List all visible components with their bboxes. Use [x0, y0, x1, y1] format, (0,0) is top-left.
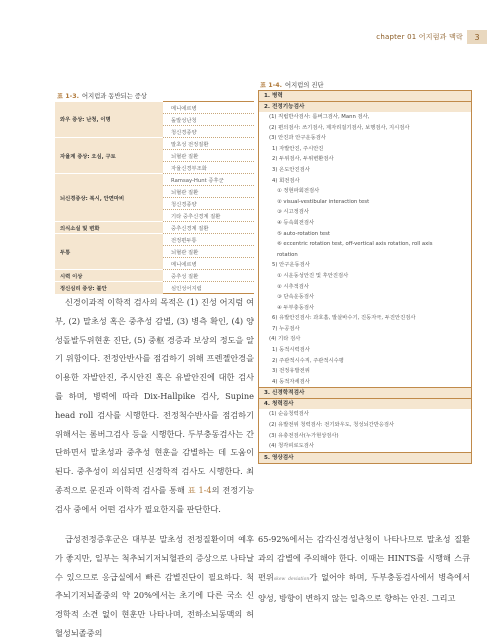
body-paragraph-1 — [55, 293, 254, 519]
table13-caption-number: 표 1-3. — [57, 93, 80, 100]
symptom-row — [55, 102, 254, 114]
related-disease: 청신경종양 — [163, 126, 254, 138]
related-disease: Ramsay-Hunt 증후군 — [163, 174, 254, 186]
diagnosis-table — [258, 90, 472, 464]
related-disease: 말초성 전정질환 — [163, 138, 254, 150]
related-disease: 돌발성난청 — [163, 114, 254, 126]
diagnosis-item: (2) 편의검사: 쓰기검사, 제자리걸기검사, 보행검사, 지시검사 — [269, 124, 410, 131]
related-disease: 청신경종양 — [163, 198, 254, 210]
diagnosis-item: 1) 동적시력검사 — [272, 347, 310, 354]
diagnosis-item: (3) 안진과 안구운동검사 — [269, 135, 326, 142]
diagnosis-item: ⑤ auto-rotation test — [277, 230, 330, 237]
symptom-row — [55, 270, 254, 282]
related-disease: 메니에르병 — [163, 258, 254, 270]
symptom-category: 뇌신경증상: 복시, 안면마비 — [55, 174, 163, 222]
diagnosis-item: (1) 순음청력검사 — [269, 411, 309, 418]
diagnosis-item: ② 시추적검사 — [277, 283, 310, 290]
symptom-row — [55, 138, 254, 150]
diagnosis-item: ④ 두부충동검사 — [277, 304, 315, 311]
running-header — [376, 30, 487, 44]
diagnosis-item: ② visual-vestibular interaction test — [277, 198, 370, 205]
diagnosis-item: rotation — [277, 251, 298, 258]
diagnosis-item: (4) 기타 검사 — [269, 336, 301, 343]
diagnosis-item: 2) 두위검사, 두위변환검사 — [272, 156, 334, 163]
diagnosis-item: 2) 주관적시수직, 주관적시수평 — [272, 357, 344, 364]
diagnosis-item: 6) 유발안진검사: 과호흡, 발살바수기, 진동자극, 두진안진검사 — [272, 315, 416, 322]
table14-caption — [260, 80, 324, 89]
symptom-category: 의식소실 및 변화 — [55, 222, 163, 234]
diagnosis-item: (1) 직립반사검사: 롬버그검사, Mann 검사, — [269, 114, 370, 120]
table13-caption — [57, 91, 147, 100]
symptom-category: 자율계 증상: 오심, 구토 — [55, 138, 163, 174]
table13-caption-text: 어지럼과 동반되는 증상 — [82, 93, 147, 100]
body-paragraph-2 — [55, 530, 254, 643]
diagnosis-item: ① 시운동성안진 및 후안진검사 — [277, 272, 349, 279]
diagnosis-section: 3. 신경학적검사 — [259, 387, 471, 398]
diagnosis-item: (4) 청각피로도검사 — [269, 443, 315, 450]
symptom-row — [55, 174, 254, 186]
table-reference: 표 1-4 — [187, 484, 212, 495]
diagnosis-item: 4) 동적자세검사 — [272, 378, 310, 385]
symptom-category: 시력 이상 — [55, 270, 163, 282]
diagnosis-section: 5. 영상검사 — [259, 452, 471, 463]
body-paragraph-2-text: 급성전정증후군은 대부분 말초성 전정질환이며 예후가 좋지만, 일부는 척추뇌기저뇌혈관의 증상으로 나타날 수 있으므로 응급실에서 빠른 감별진단이 필요하다. 척추뇌기저뇌졸중의 약 20%에서는 초기에 다른 국소 신경학적 소견 없이 현훈만 나타나며, 전하소뇌동맥의 허혈성뇌졸중의 — [55, 534, 254, 638]
related-disease: 자율신경부조화 — [163, 162, 254, 174]
symptom-row — [55, 234, 254, 246]
related-disease: 중추성 질환 — [163, 270, 254, 282]
diagnosis-section: 1. 병력 — [259, 91, 471, 101]
related-disease: 뇌혈관 질환 — [163, 246, 254, 258]
body-paragraph-3 — [258, 530, 470, 608]
diagnosis-item: 7) 누공검사 — [272, 325, 300, 332]
diagnosis-item: ④ 등속회전검사 — [277, 219, 315, 226]
diagnosis-item: 5) 안구운동검사 — [272, 262, 310, 269]
table14-caption-text: 어지럼의 진단 — [285, 82, 324, 89]
diagnosis-section: 2. 전정기능검사 — [259, 101, 471, 112]
diagnosis-item: 3) 전정유발전위 — [272, 368, 310, 375]
related-disease: 전정편두통 — [163, 234, 254, 246]
diagnosis-section: 4. 청력검사 — [259, 398, 471, 409]
symptom-row — [55, 222, 254, 234]
diagnosis-item: ③ 시고정검사 — [277, 209, 310, 216]
related-disease: 중추신경계 질환 — [163, 222, 254, 234]
body-paragraph-1-text-b: 의 전정기능검사 중에서 어떤 검사가 필요한지를 판단한다. — [55, 484, 255, 514]
symptom-table — [55, 101, 254, 294]
body-paragraph-1-text-a: 신경이과적 이학적 검사의 목적은 (1) 진성 어지럼 여부, (2) 말초성 혹은 중추성 감별, (3) 병측 확인, (4) 양성돌발두위현훈 진단, (5) 중枢 경증과 보상의 정도을 알기 위함이다. 전정안반사를 점검하기 위해 프렌젤안경을 이용한 자발안진, 주시안진 혹은 유발안진에 대한 검사를 하며, 병력에 따라 Dix-Hallpike 검사, Supine head roll 검사를 시행한다. 전정척수반사를 점검하기 위해서는 롬버그검사 등을 시행한다. 두부충동검사는 간단하면서 말초성과 중추성 현훈을 감별하는 데 도움이 된다. 중추성이 의심되면 신경학적 검사도 시행한다. 최종적으로 문진과 이학적 검사를 통해 — [55, 297, 254, 495]
related-disease: 기타 중추신경계 질환 — [163, 210, 254, 222]
symptom-category: 두통 — [55, 234, 163, 270]
diagnosis-item: 4) 회전검사 — [272, 177, 300, 184]
diagnosis-item: ① 정현파회전검사 — [277, 188, 320, 195]
related-disease: 심인성어지럼 — [163, 282, 254, 294]
diagnosis-item: ③ 단속운동검사 — [277, 294, 315, 301]
diagnosis-item: 1) 자발안진, 주시안진 — [272, 145, 324, 152]
related-disease: 메니에르병 — [163, 102, 254, 114]
symptom-category: 와우 증상: 난청, 이명 — [55, 102, 163, 138]
skew-deviation-note: skew deviation — [273, 576, 310, 582]
body-paragraph-3-text-a: 65-92%에서는 감각신경성난청이 나타나므로 말초성 질환과의 감별에 주의해야 한다. 이때는 HINTS를 시행해 스큐편위 — [258, 534, 470, 582]
related-disease: 뇌혈관 질환 — [163, 186, 254, 198]
page-number: 3 — [467, 30, 487, 44]
table14-caption-number: 표 1-4. — [260, 82, 283, 89]
diagnosis-item: ⑥ eccentric rotation test, off-vertical axis rotation, roll axis — [277, 241, 433, 248]
symptom-category: 정신심리 증상: 불안 — [55, 282, 163, 294]
diagnosis-item: (3) 유충전검사(누가현상검사) — [269, 432, 339, 439]
diagnosis-item: (2) 유발전위 청력검사: 전기와우도, 청성뇌간반응검사 — [269, 422, 395, 429]
body-paragraph-3-text-b: 가 없어야 하며, 두부충동검사에서 병측에서 양성, 방향이 변하지 않는 일측으로 향하는 안진. 그리고 — [258, 571, 470, 604]
related-disease: 뇌혈관 질환 — [163, 150, 254, 162]
symptom-row — [55, 282, 254, 294]
chapter-title: chapter 01 어지럼과 맥락 — [376, 33, 463, 41]
diagnosis-item: 3) 온도안진검사 — [272, 166, 310, 173]
